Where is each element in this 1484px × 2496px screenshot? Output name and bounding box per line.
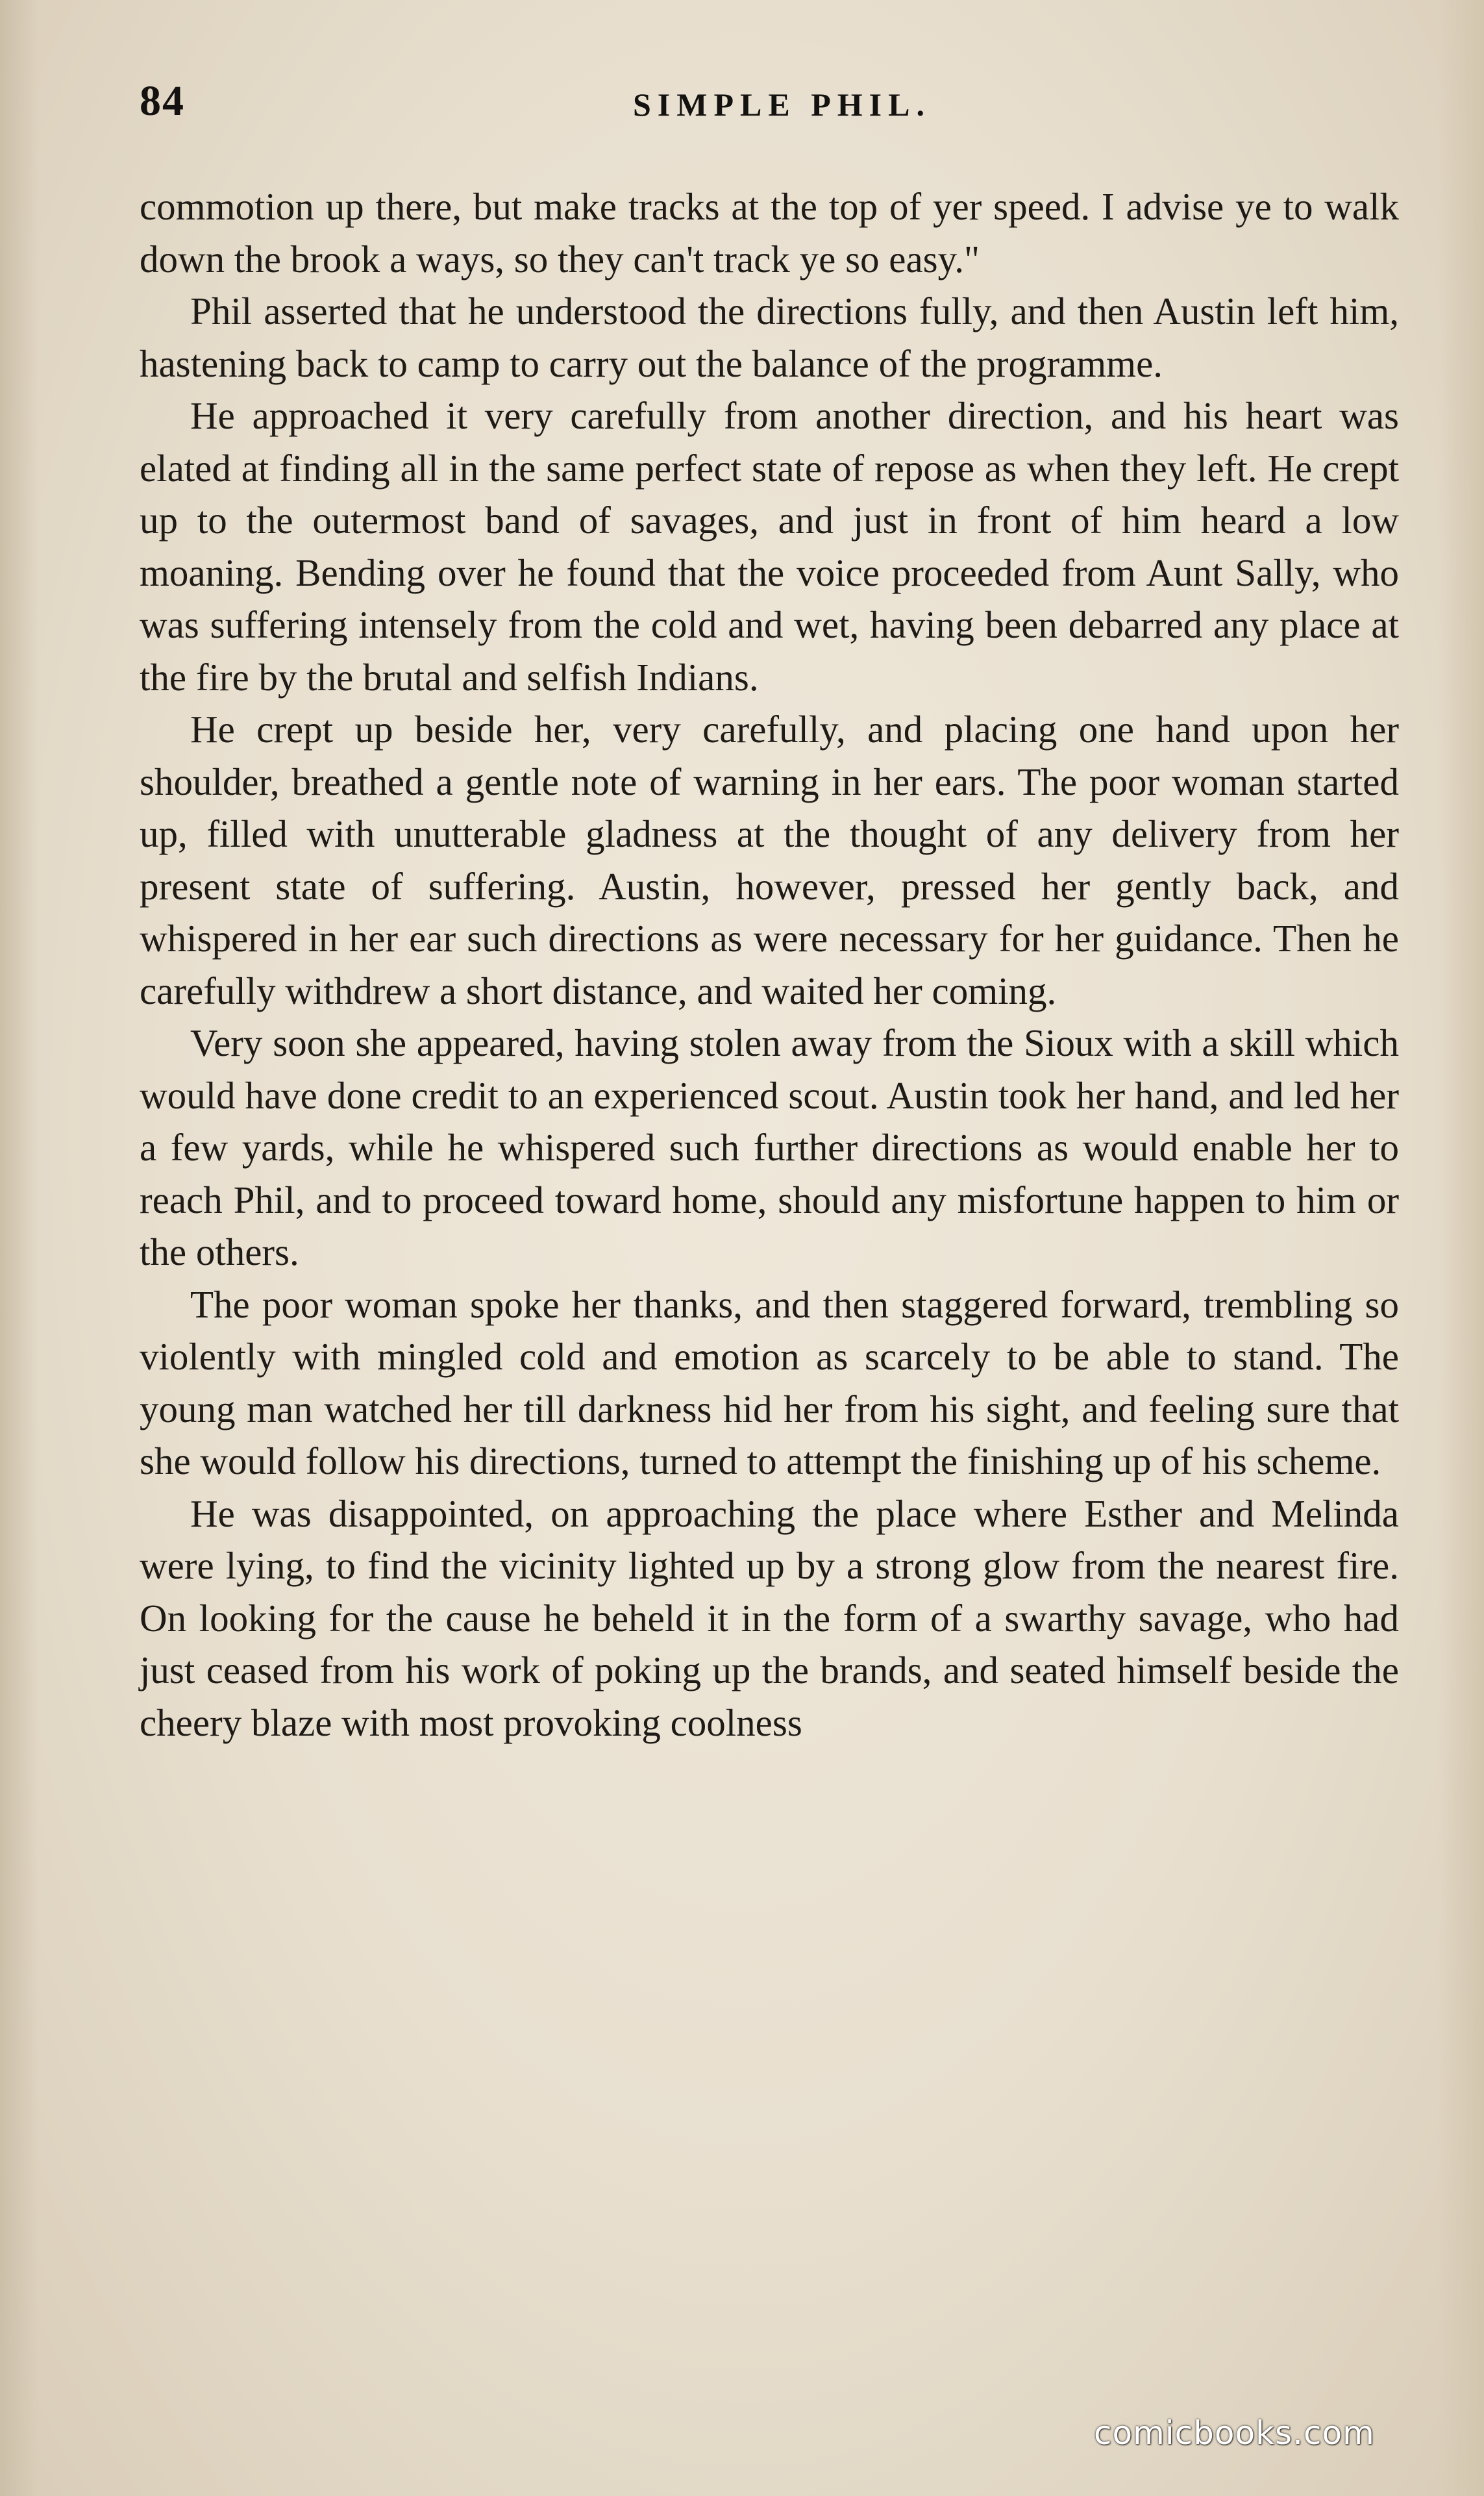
paragraph: He crept up beside her, very carefully, and placing one hand upon her shoulder, breathed a gentle note of warning in her ears. The poor woman started up, filled with unutterable gladness at the thought of any delivery from her present state of suffering. Austin, however, pressed her gently back, and whispered in her ear such directions as were necessary for her guidance. Then he carefully withdrew a short distance, and waited her coming. xyxy=(140,708,1399,1012)
page-header xyxy=(140,77,1396,135)
paragraph: He approached it very carefully from another direction, and his heart was elated at finding all in the same perfect state of repose as when they left. He crept up to the outermost band of savages, and just in front of him heard a low moaning. Bending over he found that the voice proceeded from Aunt Sally, who was suffering intensely from the cold and wet, having been debarred any place at the fire by the brutal and selfish Indians. xyxy=(140,394,1399,699)
watermark: comicbooks.com xyxy=(1094,2414,1375,2452)
body-text xyxy=(140,181,1399,1749)
page-number: 84 xyxy=(140,77,185,125)
paragraph: commotion up there, but make tracks at the top of yer speed. I advise ye to walk down the brook a ways, so they can't track ye so easy." xyxy=(140,185,1399,281)
paragraph: He was disappointed, on approaching the place where Esther and Melinda were lying, to find the vicinity lighted up by a strong glow from the nearest fire. On looking for the cause he beheld it in the form of a swarthy savage, who had just ceased from his work of poking up the brands, and seated himself beside the cheery blaze with most provoking coolness xyxy=(140,1491,1399,1744)
page-edge-shadow-right xyxy=(1439,0,1484,2496)
paragraph: Phil asserted that he understood the directions fully, and then Austin left him, hastening back to camp to carry out the balance of the programme. xyxy=(140,290,1399,385)
running-title: SIMPLE PHIL. xyxy=(633,86,931,123)
page-edge-shadow-left xyxy=(0,0,39,2496)
paragraph: Very soon she appeared, having stolen away from the Sioux with a skill which would have done credit to an experienced scout. Austin took her hand, and led her a few yards, while he whispered such further directions as would enable her to reach Phil, and to proceed toward home, should any misfortune happen to him or the others. xyxy=(140,1021,1399,1273)
paragraph: The poor woman spoke her thanks, and then staggered forward, trembling so violently with mingled cold and emotion as scarcely to be able to stand. The young man watched her till darkness hid her from his sight, and feeling sure that she would follow his directions, turned to attempt the finishing up of his scheme. xyxy=(140,1282,1399,1482)
